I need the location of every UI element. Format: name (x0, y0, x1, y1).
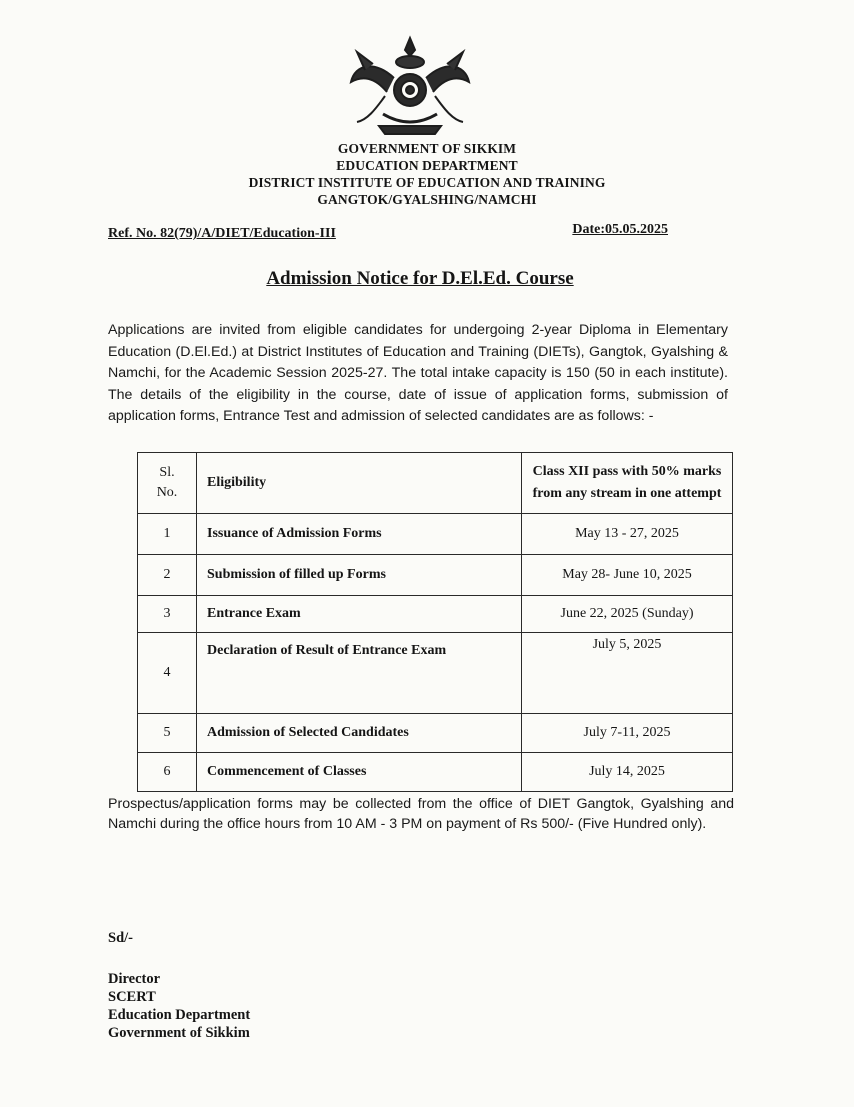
signatory-government: Government of Sikkim (108, 1025, 250, 1041)
letterhead-locations: GANGTOK/GYALSHING/NAMCHI (317, 192, 537, 207)
signatory-title: Director (108, 971, 161, 987)
row-value: July 5, 2025 (522, 633, 733, 714)
signatory-block (108, 970, 250, 1042)
letterhead-department: EDUCATION DEPARTMENT (336, 158, 518, 173)
row-value: May 13 - 27, 2025 (522, 514, 733, 555)
state-emblem-icon (345, 30, 475, 140)
row-value: July 7-11, 2025 (522, 714, 733, 753)
row-value: July 14, 2025 (522, 753, 733, 792)
table-row (138, 555, 733, 596)
row-item: Declaration of Result of Entrance Exam (197, 633, 522, 714)
letterhead-institute: DISTRICT INSTITUTE OF EDUCATION AND TRAINING (248, 175, 606, 190)
header-criteria: Class XII pass with 50% marks from any stream in one attempt (522, 453, 733, 514)
intro-paragraph: Applications are invited from eligible candidates for undergoing 2-year Diploma in Elementary Education (D.El.Ed.) at District Institutes of Education and Training (DIETs), Gangtok, Gyalshing & Namchi, for the Academic Session 2025-27. The total intake capacity is 150 (50 in each institute). The details of the eligibility in the course, date of issue of application forms, submission of application forms, Entrance Test and admission of selected candidates are as follows: - (108, 322, 728, 424)
row-item: Submission of filled up Forms (197, 555, 522, 596)
reference-number: Ref. No. 82(79)/A/DIET/Education-III (108, 226, 336, 241)
row-item: Issuance of Admission Forms (197, 514, 522, 555)
header-sl-no: Sl. No. (138, 453, 197, 514)
table-row (138, 714, 733, 753)
table-row (138, 596, 733, 633)
row-sl: 4 (138, 633, 197, 714)
signatory-office: SCERT (108, 989, 156, 1005)
collection-note: Prospectus/application forms may be collected from the office of DIET Gangtok, Gyalshing and Namchi during the office hours from 10 AM - 3 PM on payment of Rs 500/- (Five Hundred only). (108, 796, 734, 832)
row-sl: 6 (138, 753, 197, 792)
letterhead-government: GOVERNMENT OF SIKKIM (337, 141, 517, 156)
table-row (138, 633, 733, 714)
signed-mark: Sd/- (108, 930, 133, 946)
schedule-table (137, 452, 733, 792)
row-sl: 1 (138, 514, 197, 555)
row-value: June 22, 2025 (Sunday) (522, 596, 733, 633)
row-sl: 3 (138, 596, 197, 633)
table-header-row (138, 453, 733, 514)
row-item: Entrance Exam (197, 596, 522, 633)
row-item: Admission of Selected Candidates (197, 714, 522, 753)
table-row (138, 753, 733, 792)
signatory-department: Education Department (108, 1007, 251, 1023)
row-value: May 28- June 10, 2025 (522, 555, 733, 596)
letterhead (0, 140, 854, 208)
notice-title: Admission Notice for D.El.Ed. Course (266, 268, 574, 289)
header-eligibility: Eligibility (197, 453, 522, 514)
notice-date: Date:05.05.2025 (572, 222, 668, 237)
row-sl: 2 (138, 555, 197, 596)
table-row (138, 514, 733, 555)
row-item: Commencement of Classes (197, 753, 522, 792)
row-sl: 5 (138, 714, 197, 753)
